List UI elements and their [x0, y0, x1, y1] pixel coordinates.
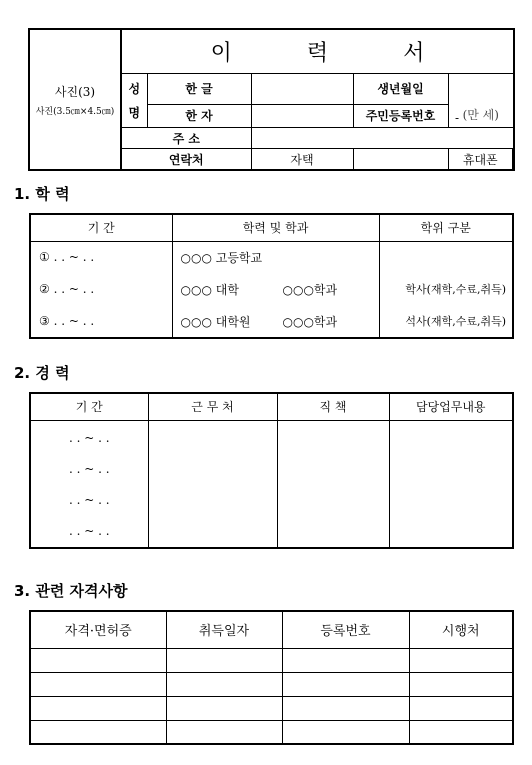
cert-number-field[interactable]	[282, 720, 409, 744]
cert-number-field[interactable]	[282, 696, 409, 720]
edu-degree-2[interactable]: 학사(재학,수료,취득)	[379, 273, 513, 305]
edu-col-degree: 학위 구분	[379, 214, 513, 241]
career-col-duties: 담당업무내용	[389, 393, 513, 420]
edu-school-row-3[interactable]	[172, 305, 379, 338]
birth-label: 생년월일	[353, 74, 448, 105]
career-col-workplace: 근 무 처	[148, 393, 277, 420]
edu-degree-3[interactable]: 석사(재학,수료,취득)	[379, 305, 513, 338]
edu-degree-1[interactable]	[379, 241, 513, 273]
personal-info-table	[28, 28, 515, 171]
certs-heading: 3. 관련 자격사항	[14, 582, 128, 600]
cert-number-field[interactable]	[282, 648, 409, 672]
career-period-4: . . ~ . .	[68, 523, 110, 538]
career-position-field[interactable]	[277, 420, 389, 548]
mobile-row	[448, 149, 514, 170]
cert-issuer-field[interactable]	[409, 696, 513, 720]
certs-row	[30, 720, 513, 744]
edu-col-school: 학력 및 학과	[172, 214, 379, 241]
certs-row	[30, 696, 513, 720]
edu-period-3[interactable]: ③ . . ~ . .	[30, 305, 172, 338]
hanja-label: 한 자	[147, 104, 251, 127]
home-phone-field[interactable]	[353, 149, 448, 170]
cert-number-field[interactable]	[282, 672, 409, 696]
hangul-label: 한 글	[147, 74, 251, 105]
contact-label: 연락처	[121, 149, 251, 170]
career-periods[interactable]	[30, 420, 148, 548]
certs-table	[29, 610, 514, 745]
edu-major-3: ○○○학과	[282, 314, 338, 329]
form-title	[121, 29, 514, 74]
title-char-1: 이	[210, 41, 232, 66]
cert-name-field[interactable]	[30, 648, 166, 672]
career-duties-field[interactable]	[389, 420, 513, 548]
edu-school-row-1[interactable]	[172, 241, 379, 273]
edu-period-1[interactable]: ① . . ~ . .	[30, 241, 172, 273]
cert-name-field[interactable]	[30, 696, 166, 720]
career-table	[29, 392, 514, 549]
certs-col-issuer: 시행처	[409, 611, 513, 648]
hanja-name-field[interactable]	[251, 104, 353, 127]
title-char-3: 서	[403, 41, 425, 66]
cert-name-field[interactable]	[30, 672, 166, 696]
name-label-char-1: 성	[128, 81, 141, 96]
cert-date-field[interactable]	[166, 648, 282, 672]
career-period-1: . . ~ . .	[68, 430, 110, 445]
edu-school-2: ○○○ 대학	[180, 282, 239, 297]
career-workplace-field[interactable]	[148, 420, 277, 548]
photo-label: 사진(3)	[54, 84, 96, 99]
career-heading: 2. 경 력	[14, 364, 70, 382]
education-table	[29, 213, 514, 339]
edu-school-3: ○○○ 대학원	[180, 314, 251, 329]
certs-row	[30, 672, 513, 696]
education-heading: 1. 학 력	[14, 185, 70, 203]
age-text: (만 세)	[462, 108, 499, 123]
certs-row	[30, 648, 513, 672]
cert-issuer-field[interactable]	[409, 720, 513, 744]
address-label: 주 소	[121, 128, 251, 149]
career-col-position: 직 책	[277, 393, 389, 420]
name-label	[121, 74, 147, 128]
certs-col-number: 등록번호	[282, 611, 409, 648]
title-char-2: 력	[306, 41, 329, 66]
address-field[interactable]	[251, 128, 514, 149]
cert-issuer-field[interactable]	[409, 672, 513, 696]
photo-box[interactable]	[29, 29, 121, 170]
career-period-2: . . ~ . .	[68, 461, 110, 476]
cert-date-field[interactable]	[166, 672, 282, 696]
edu-major-2: ○○○학과	[282, 282, 338, 297]
cert-date-field[interactable]	[166, 720, 282, 744]
hangul-name-field[interactable]	[251, 74, 353, 105]
edu-period-2[interactable]: ② . . ~ . .	[30, 273, 172, 305]
certs-col-name: 자격·면허증	[30, 611, 166, 648]
cert-issuer-field[interactable]	[409, 648, 513, 672]
mobile-label: 휴대폰	[449, 149, 514, 169]
edu-col-period: 기 간	[30, 214, 172, 241]
certs-col-date: 취득일자	[166, 611, 282, 648]
cert-date-field[interactable]	[166, 696, 282, 720]
photo-size-label: 사진(3.5㎝×4.5㎝)	[35, 106, 115, 117]
id-number-value: -	[455, 111, 460, 125]
edu-school-row-2[interactable]	[172, 273, 379, 305]
edu-school-1: ○○○ 고등학교	[180, 250, 263, 265]
cert-name-field[interactable]	[30, 720, 166, 744]
career-col-period: 기 간	[30, 393, 148, 420]
id-number-label: 주민등록번호	[353, 104, 448, 127]
name-label-char-2: 명	[128, 105, 141, 120]
home-phone-label: 자택	[251, 149, 353, 170]
career-period-3: . . ~ . .	[68, 492, 110, 507]
